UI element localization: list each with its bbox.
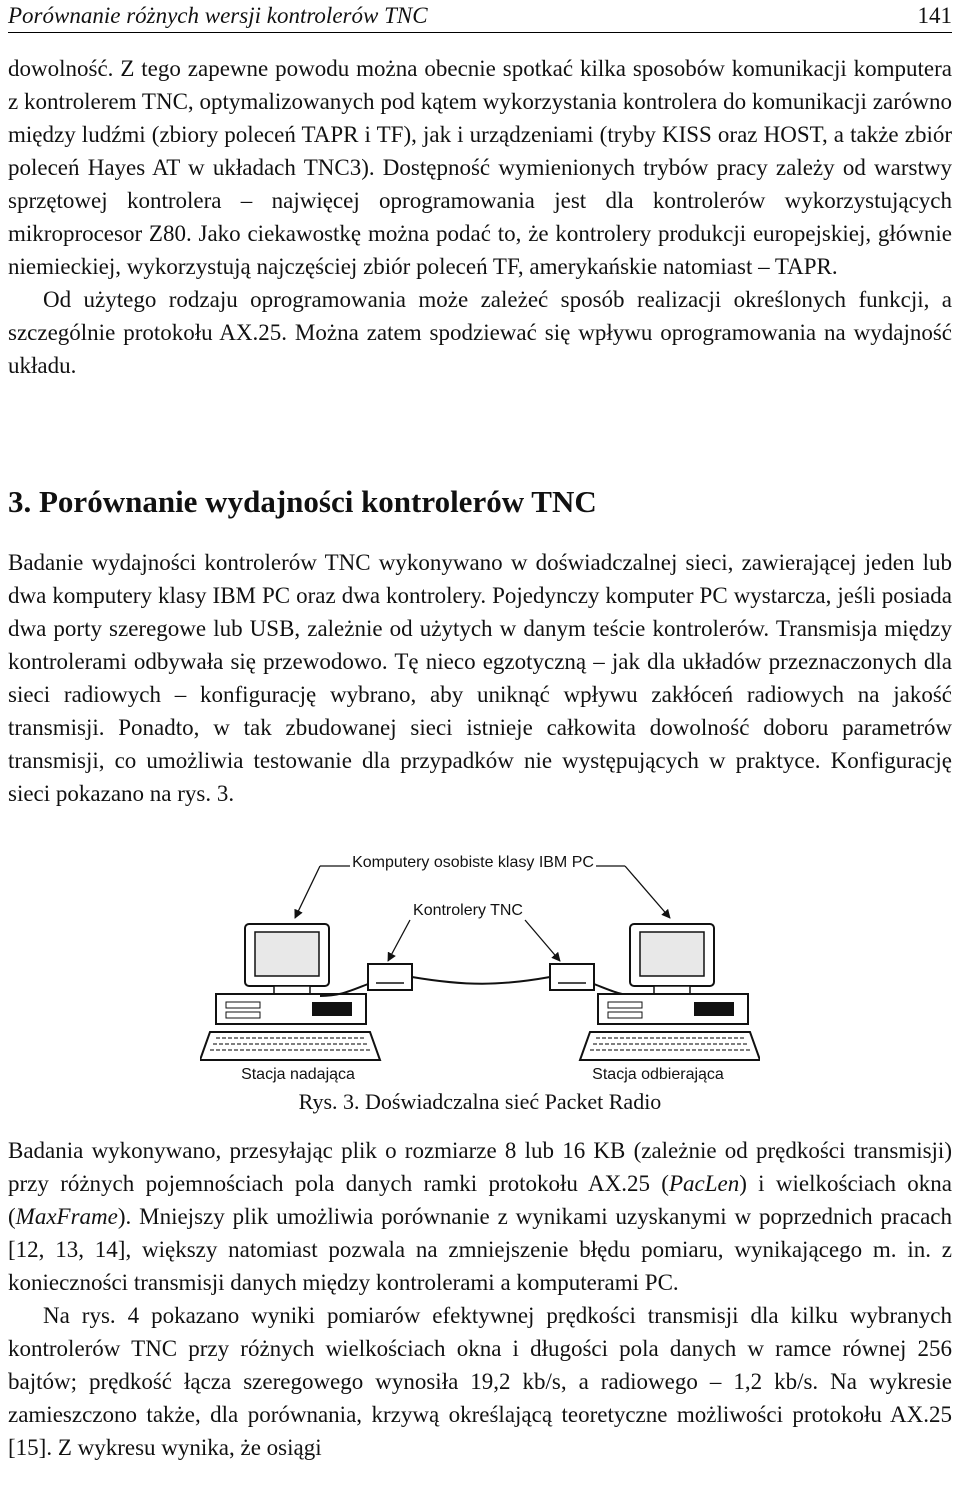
arrow-to-right-tnc	[525, 920, 560, 961]
left-tnc-icon	[368, 964, 412, 990]
right-computer-icon	[580, 924, 760, 1060]
paragraph: dowolność. Z tego zapewne powodu można obecnie spotkać kilka sposobów komunikacji komputera z kontrolerem TNC, optymalizowanych pod kątem wykorzystania kontrolera do komunikacji zarówno między ludźmi (zbiory poleceń TAPR i TF), jak i urządzeniami (tryby KISS oraz HOST, a także zbiór poleceń Hayes AT w układach TNC3). Dostępność wymienionych trybów pracy zależy od warstwy sprzętowej kontrolera – najwięcej oprogramowania jest dla kontrolerów wykorzystujących mikroprocesor Z80. Jako ciekawostkę można podać to, że kontrolery produkcji europejskiej, głównie niemieckiej, wykorzystują najczęściej zbiór poleceń TF, amerykańskie natomiast – TAPR.	[8, 56, 952, 279]
text-run: ) i wielkościach okna (	[8, 1171, 952, 1229]
text-run: Badania wykonywano, przesyłając plik o rozmiarze 8 lub 16 KB (zależnie od prędkości transmisji) przy różnych pojemnościach pola danych ramki protokołu AX.25 (	[8, 1138, 952, 1196]
arrow-to-right-pc	[625, 866, 670, 918]
paragraph: Na rys. 4 pokazano wyniki pomiarów efektywnej prędkości transmisji dla kilku wybranych kontrolerów TNC przy różnych wielkościach okna i długości pola danych w ramce równej 256 bajtów; prędkość łącza szeregowego wynosiła 19,2 kb/s, a radiowego – 1,2 kb/s. Na wykresie zamieszczono także, dla porównania, krzywą określającą teoretyczne możliwości protokołu AX.25 [15]. Z wykresu wynika, że osiągi	[8, 1303, 952, 1460]
term-paclen: PacLen	[668, 1171, 740, 1196]
label-controllers: Kontrolery TNC	[413, 902, 523, 919]
text-block-top	[8, 52, 952, 382]
left-computer-icon	[200, 924, 380, 1060]
arrow-to-left-tnc	[388, 920, 410, 961]
arrow-to-left-pc	[295, 866, 320, 918]
network-figure	[200, 846, 760, 1096]
running-header	[8, 0, 952, 33]
text-block-section	[8, 546, 952, 810]
section-heading: 3. Porównanie wydajności kontrolerów TNC	[8, 484, 597, 519]
paragraph: Badanie wydajności kontrolerów TNC wykonywano w doświadczalnej sieci, zawierającej jeden lub dwa komputery klasy IBM PC oraz dwa kontrolery. Pojedynczy komputer PC wystarcza, jeśli posiada dwa porty szeregowe lub USB, zależnie od użytych w danym teście kontrolerów. Transmisja między kontrolerami odbywała się przewodowo. Tę nieco egzotyczną – jak dla układów przeznaczonych dla sieci radiowych – konfigurację wybrano, aby uniknąć wpływu zakłóceń radiowych na jakość transmisji. Ponadto, w tak zbudowanej sieci istnieje całkowita dowolność doboru parametrów transmisji, co umożliwia testowanie dla przypadków nie występujących w praktyce. Konfigurację sieci pokazano na rys. 3.	[8, 550, 952, 806]
text-run: ). Mniejszy plik umożliwia porównanie z wynikami uzyskanymi w poprzednich pracach [12, 13, 14], większy natomiast pozwala na zmniejszenie błędu pomiaru, wynikającego m. in. z konieczności transmisji danych między kontrolerami a komputerami PC.	[8, 1204, 952, 1295]
paragraph	[8, 1134, 952, 1299]
label-sender: Stacja nadająca	[241, 1066, 355, 1083]
cable-link	[412, 977, 550, 984]
network-diagram	[200, 846, 760, 1096]
label-computers: Komputery osobiste klasy IBM PC	[352, 854, 594, 871]
running-title: Porównanie różnych wersji kontrolerów TNC	[8, 3, 428, 28]
label-receiver: Stacja odbierająca	[592, 1066, 724, 1083]
term-maxframe: MaxFrame	[15, 1204, 118, 1229]
page-number: 141	[917, 3, 952, 28]
figure-caption: Rys. 3. Doświadczalna sieć Packet Radio	[298, 1089, 662, 1114]
text-block-bottom	[8, 1134, 952, 1464]
paragraph: Od użytego rodzaju oprogramowania może zależeć sposób realizacji określonych funkcji, a szczególnie protokołu AX.25. Można zatem spodziewać się wpływu oprogramowania na wydajność układu.	[8, 287, 952, 378]
right-tnc-icon	[550, 964, 594, 990]
